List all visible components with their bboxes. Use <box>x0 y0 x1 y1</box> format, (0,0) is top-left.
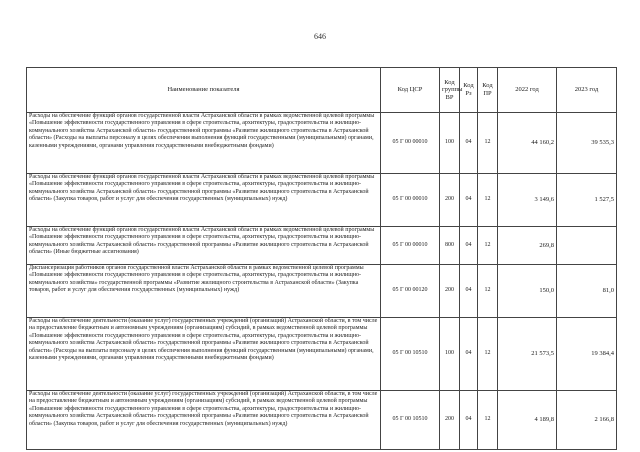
row-pr: 12 <box>478 391 498 450</box>
header-vr: Код группы ВР <box>440 68 460 113</box>
row-name: Расходы на обеспечение функций органов государственной власти Астраханской области в рамках ведомственной целевой программы «Повышение эффективности государственного управления в сфере строительства, архитектуры, градостроительства и жилищно-коммунального хозяйства Астраханской области» государственной программы «Развитие жилищного строительства в Астраханской области» (Закупка товаров, работ и услуг для обеспечения государственных (муниципальных) нужд) <box>27 174 381 227</box>
row-csr: 05 Г 00 00120 <box>381 265 440 318</box>
row-csr: 05 Г 00 10510 <box>381 391 440 450</box>
budget-table <box>26 67 617 450</box>
row-rz: 04 <box>460 227 478 265</box>
row-name: Расходы на обеспечение функций органов государственной власти Астраханской области в рамках ведомственной целевой программы «Повышение эффективности государственного управления в сфере строительства, архитектуры, градостроительства и жилищно-коммунального хозяйства Астраханской области» государственной программы «Развитие жилищного строительства в Астраханской области» (Расходы на выплаты персоналу в целях обеспечения выполнения функций государственными (муниципальными) органами, казенными учреждениями, органами управления государственными внебюджетными фондами) <box>27 113 381 174</box>
row-csr: 05 Г 00 00010 <box>381 113 440 174</box>
row-pr: 12 <box>478 227 498 265</box>
header-pr: Код ПР <box>478 68 498 113</box>
header-2022: 2022 год <box>498 68 557 113</box>
row-csr: 05 Г 00 00010 <box>381 174 440 227</box>
table-row <box>27 174 617 227</box>
table-row <box>27 318 617 391</box>
row-vr: 200 <box>440 265 460 318</box>
row-2023 <box>557 227 617 265</box>
page-number: 646 <box>314 32 326 41</box>
row-2022: 269,8 <box>498 227 557 265</box>
row-rz: 04 <box>460 174 478 227</box>
row-name: Расходы на обеспечение деятельности (оказание услуг) государственных учреждений (организаций) Астраханской области, в том числе на предоставление бюджетным и автономным учреждениям (организациям) субсидий, в рамках ведомственной целевой программы «Повышение эффективности государственного управления в сфере строительства, архитектуры, градостроительства и жилищно-коммунального хозяйства Астраханской области» государственной программы «Развитие жилищного строительства в Астраханской области» (Закупка товаров, работ и услуг для обеспечения государственных (муниципальных) нужд) <box>27 391 381 450</box>
row-rz: 04 <box>460 318 478 391</box>
row-2023: 2 166,8 <box>557 391 617 450</box>
row-rz: 04 <box>460 391 478 450</box>
table-row <box>27 265 617 318</box>
row-pr: 12 <box>478 113 498 174</box>
row-2022: 44 160,2 <box>498 113 557 174</box>
table-header-row <box>27 68 617 113</box>
row-vr: 100 <box>440 113 460 174</box>
header-2023: 2023 год <box>557 68 617 113</box>
row-pr: 12 <box>478 265 498 318</box>
row-rz: 04 <box>460 113 478 174</box>
row-csr: 05 Г 00 00010 <box>381 227 440 265</box>
row-2023: 81,0 <box>557 265 617 318</box>
row-2023: 19 384,4 <box>557 318 617 391</box>
header-name: Наименование показателя <box>27 68 381 113</box>
table-row <box>27 391 617 450</box>
row-rz: 04 <box>460 265 478 318</box>
row-vr: 200 <box>440 174 460 227</box>
row-name: Расходы на обеспечение деятельности (оказание услуг) государственных учреждений (организаций) Астраханской области, в том числе на предоставление бюджетным и автономным учреждениям (организациям) субсидий, в рамках ведомственной целевой программы «Повышение эффективности государственного управления в сфере строительства, архитектуры, градостроительства и жилищно-коммунального хозяйства Астраханской области» государственной программы «Развитие жилищного строительства в Астраханской области» (Расходы на выплаты персоналу в целях обеспечения выполнения функций государственными (муниципальными) органами, казенными учреждениями, органами управления государственными внебюджетными фондами) <box>27 318 381 391</box>
table-row <box>27 113 617 174</box>
row-vr: 200 <box>440 391 460 450</box>
row-name: Диспансеризация работников органов государственной власти Астраханской области в рамках ведомственной целевой программы «Повышение эффективности государственного управления в сфере строительства, архитектуры, градостроительства и жилищно-коммунального хозяйства» государственной программы «Развитие жилищного строительства в Астраханской области» (Закупка товаров, работ и услуг для обеспечения государственных (муниципальных) нужд) <box>27 265 381 318</box>
table-row <box>27 227 617 265</box>
row-vr: 100 <box>440 318 460 391</box>
row-name: Расходы на обеспечение функций органов государственной власти Астраханской области в рамках ведомственной целевой программы «Повышение эффективности государственного управления в сфере строительства, архитектуры, градостроительства и жилищно-коммунального хозяйства Астраханской области» государственной программы «Развитие жилищного строительства в Астраханской области» (Иные бюджетные ассигнования) <box>27 227 381 265</box>
row-2023: 39 535,3 <box>557 113 617 174</box>
row-2022: 4 189,8 <box>498 391 557 450</box>
row-2022: 3 149,6 <box>498 174 557 227</box>
header-csr: Код ЦСР <box>381 68 440 113</box>
row-2023: 1 527,5 <box>557 174 617 227</box>
row-2022: 21 573,5 <box>498 318 557 391</box>
row-csr: 05 Г 00 10510 <box>381 318 440 391</box>
row-vr: 800 <box>440 227 460 265</box>
header-rz: Код Рз <box>460 68 478 113</box>
row-pr: 12 <box>478 174 498 227</box>
row-2022: 150,0 <box>498 265 557 318</box>
row-pr: 12 <box>478 318 498 391</box>
